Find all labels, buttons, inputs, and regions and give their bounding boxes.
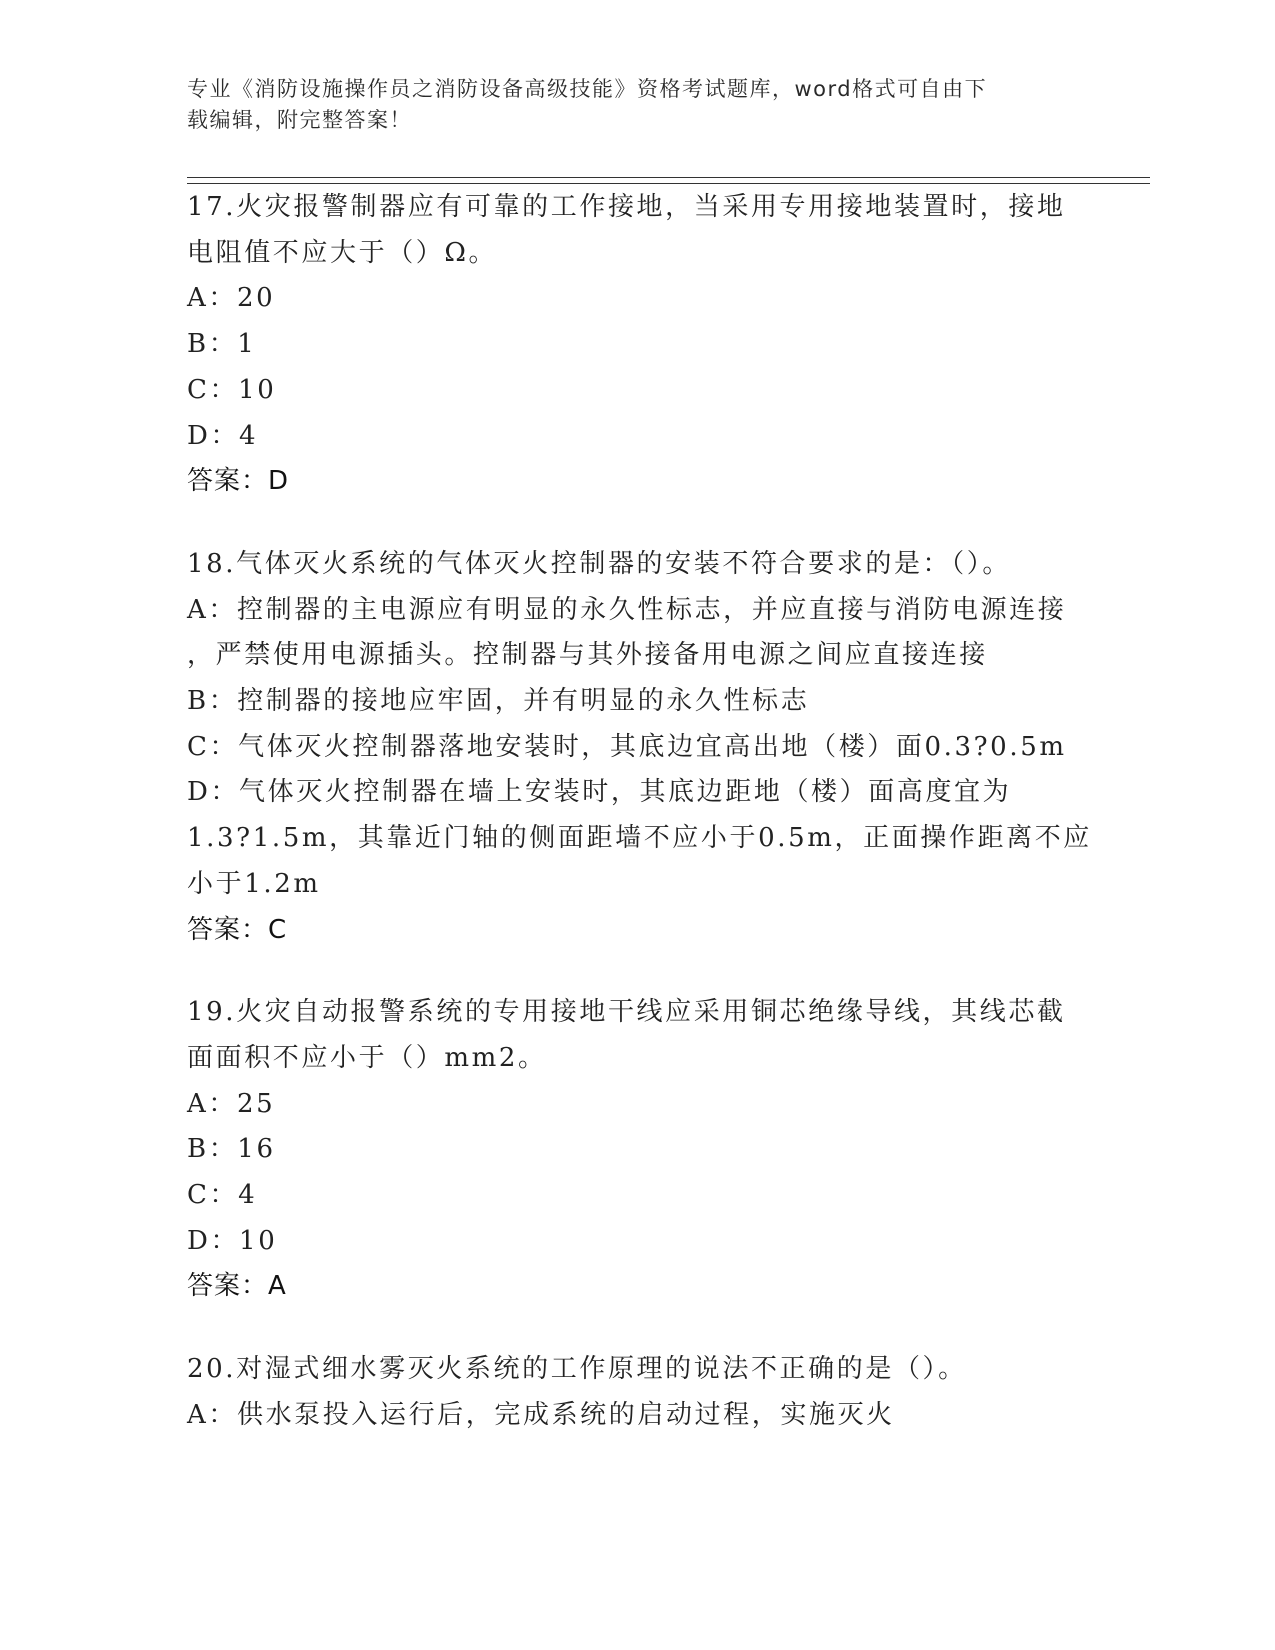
option-a: A：25	[187, 1088, 276, 1119]
answer-line: 答案：A	[187, 1271, 287, 1302]
question-20	[187, 1347, 1067, 1438]
option-b: B：1	[187, 329, 257, 360]
answer-line: 答案：C	[187, 914, 288, 945]
question-list	[187, 185, 1092, 1476]
option-a-continued: ，严禁使用电源插头。控制器与其外接备用电源之间应直接连接	[187, 640, 988, 671]
option-d: D：10	[187, 1225, 278, 1256]
option-a: A：20	[187, 283, 276, 314]
option-c: C：10	[187, 374, 277, 405]
document-header	[187, 74, 1087, 136]
question-19	[187, 990, 1067, 1310]
option-c: C：气体灭火控制器落地安装时，其底边宜高出地（楼）面0.3?0.5m	[187, 731, 1067, 762]
option-b: B：16	[187, 1134, 276, 1165]
question-stem-line: 面面积不应小于（）mm2。	[187, 1042, 547, 1073]
option-d: D：气体灭火控制器在墙上安装时，其底边距地（楼）面高度宜为	[187, 777, 1012, 808]
question-18	[187, 542, 1092, 953]
option-d-continued: 1.3?1.5m，其靠近门轴的侧面距墙不应小于0.5m，正面操作距离不应	[187, 823, 1092, 854]
question-stem-line: 电阻值不应大于（）Ω。	[187, 237, 498, 268]
question-stem-line: 20.对湿式细水雾灭火系统的工作原理的说法不正确的是（）。	[187, 1354, 967, 1385]
header-divider-bottom	[187, 183, 1150, 184]
answer-line: 答案：D	[187, 466, 290, 497]
option-d: D：4	[187, 420, 259, 451]
option-d-continued: 小于1.2m	[187, 868, 321, 899]
question-stem-line: 19.火灾自动报警系统的专用接地干线应采用铜芯绝缘导线，其线芯截	[187, 997, 1066, 1028]
option-b: B：控制器的接地应牢固，并有明显的永久性标志	[187, 686, 810, 717]
option-a: A：控制器的主电源应有明显的永久性标志，并应直接与消防电源连接	[187, 594, 1067, 625]
header-divider-top	[187, 177, 1150, 178]
question-stem-line: 17.火灾报警制器应有可靠的工作接地，当采用专用接地装置时，接地	[187, 192, 1066, 222]
header-line-1: 专业《消防设施操作员之消防设备高级技能》资格考试题库，word格式可自由下	[187, 77, 988, 101]
question-stem-line: 18.气体灭火系统的气体灭火控制器的安装不符合要求的是：（）。	[187, 548, 1011, 579]
option-c: C：4	[187, 1180, 258, 1211]
header-line-2: 载编辑，附完整答案！	[187, 108, 412, 132]
option-a: A：供水泵投入运行后，完成系统的启动过程，实施灭火	[187, 1399, 895, 1430]
question-17	[187, 185, 1067, 505]
